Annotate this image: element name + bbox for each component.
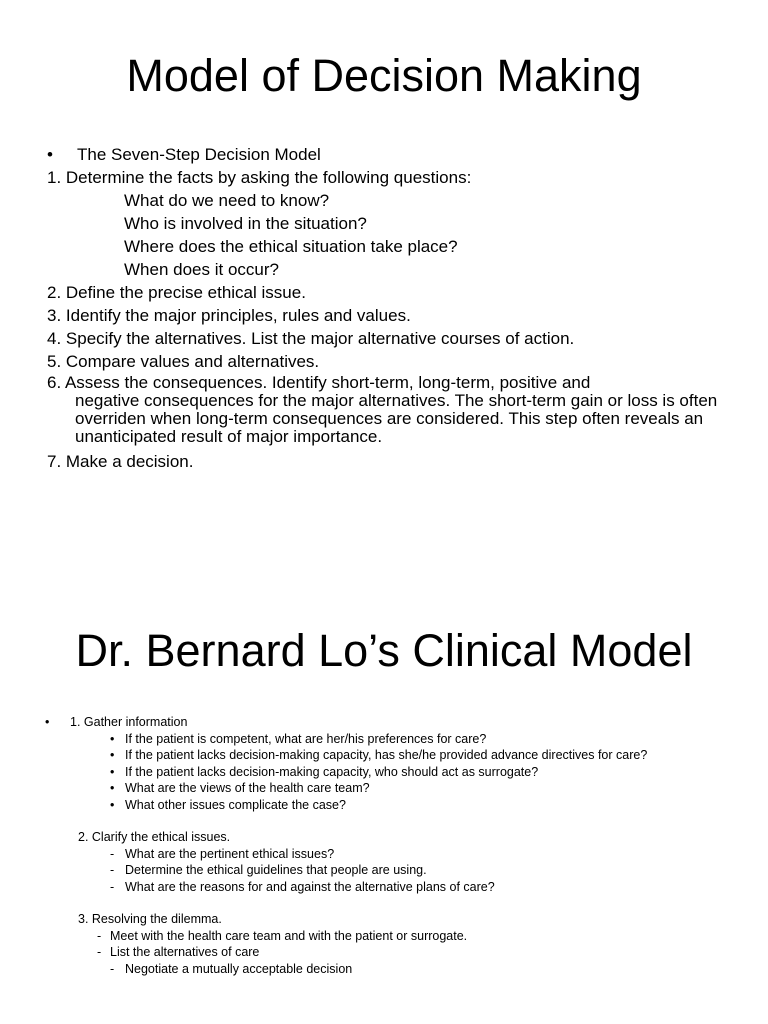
list-item-text: What other issues complicate the case? <box>125 797 346 812</box>
bullet-icon: • <box>110 748 115 762</box>
dash-icon: - <box>110 879 115 894</box>
step-5: 5. Compare values and alternatives. <box>47 352 320 371</box>
list-item <box>0 780 768 797</box>
list-item-text: Determine the ethical guidelines that people are using. <box>125 863 427 877</box>
seven-step-model-list <box>0 143 768 473</box>
list-item <box>0 747 695 764</box>
list-item <box>0 944 768 961</box>
list-item <box>0 731 768 748</box>
list-item-text: If the patient lacks decision-making capacity, has she/he provided advance directives for care? <box>125 748 648 762</box>
list-item <box>0 862 768 879</box>
list-item-text: Meet with the health care team and with the patient or surrogate. <box>110 928 468 943</box>
step-3: 3. Identify the major principles, rules and values. <box>47 306 411 325</box>
step-6-continuation: negative consequences for the major alternatives. The short-term gain or loss is often overriden when long-term consequences are considered. This step often reveals an unanticipated result of major importance. <box>75 391 718 446</box>
step-1: 1. Determine the facts by asking the following questions: <box>47 168 472 187</box>
bullet-icon: • <box>47 145 53 164</box>
bullet-icon: • <box>110 764 115 779</box>
step-6 <box>0 373 768 446</box>
list-item-text: List the alternatives of care <box>110 945 260 959</box>
bullet-icon: • <box>110 731 115 746</box>
clinical-model-list <box>0 714 768 977</box>
list-item <box>0 928 768 945</box>
list-heading: The Seven-Step Decision Model <box>77 145 321 164</box>
bullet-icon: • <box>110 797 115 812</box>
section-title: 2. Clarify the ethical issues. <box>78 830 231 844</box>
list-item-text: If the patient is competent, what are her/his preferences for care? <box>125 731 487 746</box>
section-title: 1. Gather information <box>70 715 188 729</box>
question-item: Where does the ethical situation take place? <box>124 237 458 256</box>
bullet-icon: • <box>45 715 50 729</box>
dash-icon: - <box>97 945 102 959</box>
list-item <box>0 797 768 814</box>
question-item: Who is involved in the situation? <box>124 214 367 233</box>
list-item-text: If the patient lacks decision-making capacity, who should act as surrogate? <box>125 764 539 779</box>
dash-icon: - <box>110 846 115 861</box>
question-item: What do we need to know? <box>124 191 330 210</box>
list-item-text: What are the pertinent ethical issues? <box>125 846 335 861</box>
slide1-title: Model of Decision Making <box>126 50 642 101</box>
dash-icon: - <box>110 961 115 976</box>
bullet-icon: • <box>110 781 115 795</box>
list-item <box>0 143 768 166</box>
list-item <box>0 879 768 896</box>
list-item-text: Negotiate a mutually acceptable decision <box>125 961 353 976</box>
step-4: 4. Specify the alternatives. List the major alternative courses of action. <box>47 329 575 348</box>
question-item: When does it occur? <box>124 260 279 279</box>
list-item <box>0 764 768 781</box>
dash-icon: - <box>97 928 102 943</box>
section-title: 3. Resolving the dilemma. <box>78 912 222 926</box>
dash-icon: - <box>110 863 115 877</box>
list-item <box>0 961 768 978</box>
section-gather <box>0 714 768 731</box>
list-item-text: What are the views of the health care team? <box>125 781 370 795</box>
step-6-first-line: 6. Assess the consequences. Identify short-term, long-term, positive and <box>47 373 591 392</box>
slide2-title: Dr. Bernard Lo’s Clinical Model <box>75 625 693 676</box>
step-2: 2. Define the precise ethical issue. <box>47 283 306 302</box>
list-item-text: What are the reasons for and against the alternative plans of care? <box>125 879 495 894</box>
step-7: 7. Make a decision. <box>47 452 194 471</box>
list-item <box>0 846 768 863</box>
